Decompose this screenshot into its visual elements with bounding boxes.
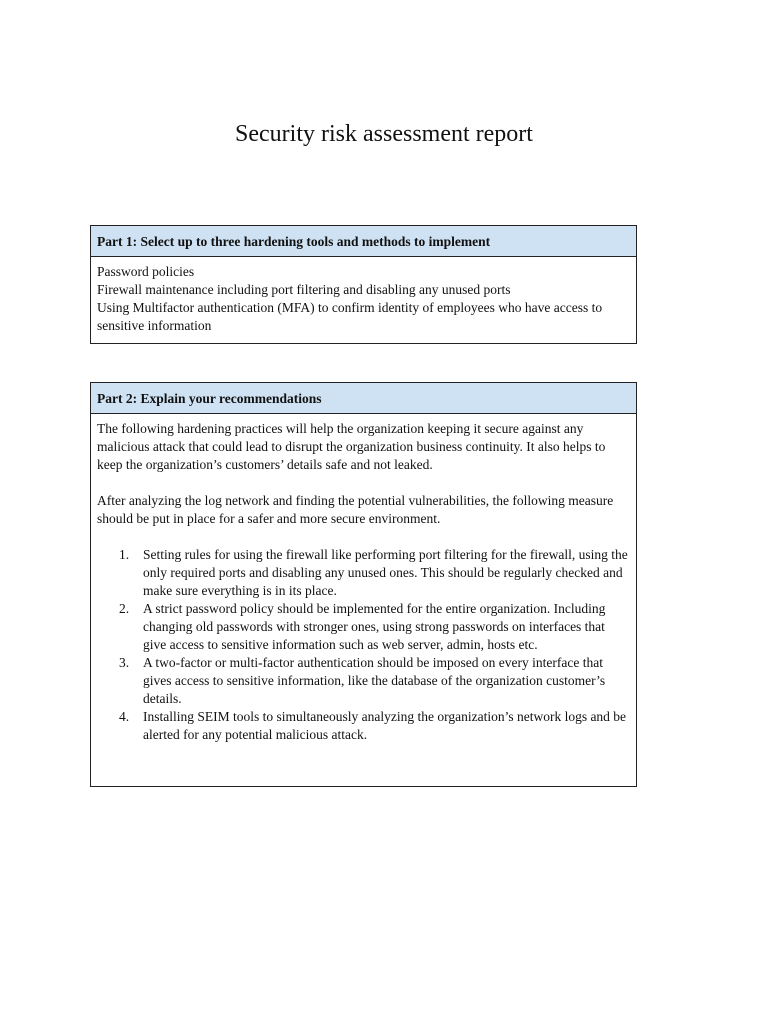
recommendation-item-password [119, 600, 630, 654]
recommendation-number: 3. [119, 655, 130, 670]
recommendation-item-mfa [119, 654, 630, 708]
part2-intro-paragraph: The following hardening practices will help the organization keeping it secure against any malicious attack that could lead to disrupt the organization business continuity. It also helps to keep the organization’s customers’ details safe and not leaked. [97, 421, 606, 472]
part1-body [91, 257, 636, 335]
part1-item-password-policies: Password policies [97, 264, 195, 279]
part2-section [90, 382, 637, 787]
recommendation-text: Setting rules for using the firewall like performing port filtering for the firewall, using the only required ports and disabling any unused ones. This should be regularly checked and make sure everything is in its place. [143, 547, 628, 598]
recommendation-text: A strict password policy should be implemented for the entire organization. Including changing old passwords with stronger ones, using strong passwords on interfaces that give access to sensitive information such as web server, admin, hosts etc. [143, 601, 606, 652]
recommendation-text: A two-factor or multi-factor authentication should be imposed on every interface that gives access to sensitive information, like the database of the organization customer’s details. [143, 655, 606, 706]
part1-header: Part 1: Select up to three hardening tools and methods to implement [91, 226, 636, 257]
part1-item-firewall-maintenance: Firewall maintenance including port filtering and disabling any unused ports [97, 282, 511, 297]
recommendation-number: 4. [119, 709, 130, 724]
part2-body [91, 414, 636, 744]
recommendation-number: 2. [119, 601, 130, 616]
part2-header: Part 2: Explain your recommendations [91, 383, 636, 414]
recommendations-list [97, 546, 630, 744]
report-title: Security risk assessment report [235, 121, 533, 147]
part1-section [90, 225, 637, 344]
recommendation-number: 1. [119, 547, 130, 562]
part2-analysis-paragraph: After analyzing the log network and finding the potential vulnerabilities, the following measure should be put in place for a safer and more secure environment. [97, 493, 614, 526]
recommendation-text: Installing SEIM tools to simultaneously analyzing the organization’s network logs and be alerted for any potential malicious attack. [143, 709, 627, 742]
part1-item-mfa: Using Multifactor authentication (MFA) to confirm identity of employees who have access to sensitive information [97, 300, 603, 333]
recommendation-item-siem [119, 708, 630, 744]
recommendation-item-firewall [119, 546, 630, 600]
